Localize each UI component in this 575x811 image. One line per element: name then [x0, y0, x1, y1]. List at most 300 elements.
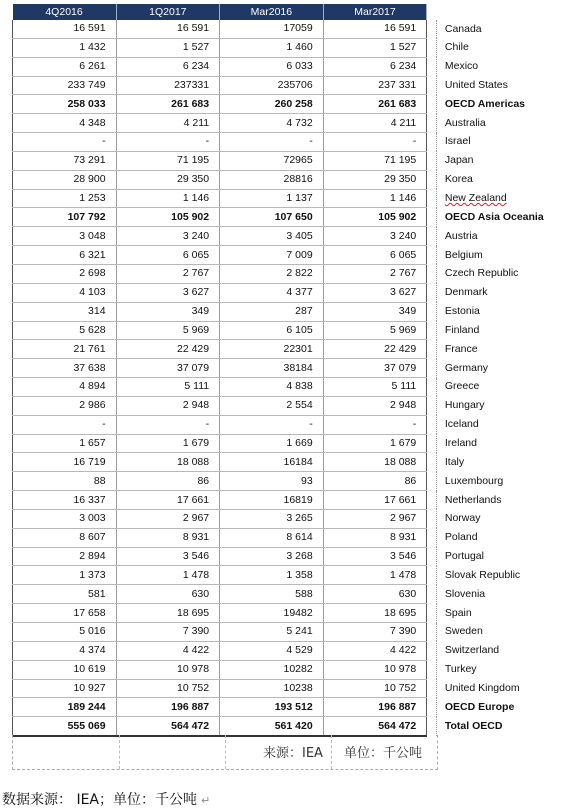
value-cell: 17059: [220, 20, 324, 38]
value-cell: 4 732: [220, 114, 324, 133]
country-name: [436, 547, 575, 566]
value-cell: 18 088: [323, 453, 427, 472]
column-gap: [427, 340, 437, 359]
table-row: [13, 283, 575, 302]
table-header-row: [13, 4, 575, 20]
country-label: Iceland: [444, 418, 479, 431]
table-row: [13, 95, 575, 114]
country-label: Switzerland: [444, 644, 500, 657]
country-label: Japan: [444, 154, 474, 167]
table-row: [13, 717, 575, 736]
country-name: [436, 340, 575, 359]
value-cell: 10 978: [323, 660, 427, 679]
value-cell: 2 986: [13, 396, 117, 415]
value-cell: 2 967: [116, 509, 220, 528]
column-gap: [427, 604, 437, 623]
value-cell: 86: [323, 472, 427, 491]
header-gap: [427, 4, 437, 20]
country-name: [436, 434, 575, 453]
column-header: 1Q2017: [116, 4, 220, 20]
value-cell: 16 591: [116, 20, 220, 38]
country-name: [436, 283, 575, 302]
country-name: [436, 660, 575, 679]
value-cell: 105 902: [323, 208, 427, 227]
column-gap: [427, 528, 437, 547]
value-cell: 4 103: [13, 283, 117, 302]
country-label: Austria: [444, 229, 478, 242]
value-cell: 2 822: [220, 264, 324, 283]
country-name: [436, 321, 575, 340]
value-cell: 10238: [220, 679, 324, 698]
value-cell: 72965: [220, 151, 324, 170]
table-row: [13, 133, 575, 152]
country-label: France: [444, 342, 478, 355]
country-name: [436, 509, 575, 528]
table-row: [13, 227, 575, 246]
country-name: [436, 227, 575, 246]
country-label: Sweden: [444, 625, 483, 638]
column-header: Mar2017: [323, 4, 427, 20]
country-label: Spain: [444, 606, 472, 619]
value-cell: 22 429: [323, 340, 427, 359]
value-cell: 29 350: [323, 170, 427, 189]
column-gap: [427, 57, 437, 76]
table-row: [13, 528, 575, 547]
country-label: Canada: [444, 22, 482, 35]
table-row: [13, 264, 575, 283]
value-cell: 10 978: [116, 660, 220, 679]
value-cell: 8 931: [323, 528, 427, 547]
column-gap: [427, 227, 437, 246]
value-cell: 6 065: [116, 246, 220, 265]
country-label: Czech Republic: [444, 267, 519, 280]
country-name: [436, 491, 575, 510]
value-cell: 4 211: [323, 114, 427, 133]
column-gap: [427, 321, 437, 340]
oil-stocks-table: [12, 4, 575, 737]
value-cell: 10 619: [13, 660, 117, 679]
value-cell: 2 767: [323, 264, 427, 283]
table-row: [13, 623, 575, 642]
country-label: OECD Europe: [444, 700, 515, 713]
country-label: Estonia: [444, 305, 480, 318]
value-cell: 16 591: [323, 20, 427, 38]
table-row: [13, 679, 575, 698]
value-cell: 2 554: [220, 396, 324, 415]
country-label: Greece: [444, 380, 480, 393]
value-cell: 1 253: [13, 189, 117, 208]
country-name: [436, 246, 575, 265]
value-cell: 1 527: [116, 38, 220, 57]
table-row: [13, 189, 575, 208]
value-cell: 260 258: [220, 95, 324, 114]
value-cell: 16 337: [13, 491, 117, 510]
country-name: [436, 264, 575, 283]
value-cell: 564 472: [116, 717, 220, 736]
value-cell: 37 638: [13, 359, 117, 378]
column-gap: [427, 660, 437, 679]
value-cell: 86: [116, 472, 220, 491]
table-row: [13, 208, 575, 227]
table-row: [13, 660, 575, 679]
country-label: Italy: [444, 455, 465, 468]
value-cell: 1 527: [323, 38, 427, 57]
value-cell: 2 894: [13, 547, 117, 566]
value-cell: -: [13, 133, 117, 152]
table-row: [13, 378, 575, 397]
country-label: Israel: [444, 135, 471, 148]
value-cell: 1 146: [116, 189, 220, 208]
table-row: [13, 396, 575, 415]
value-cell: 2 767: [116, 264, 220, 283]
column-gap: [427, 585, 437, 604]
country-name: [436, 604, 575, 623]
country-label: Australia: [444, 116, 486, 129]
country-name: [436, 95, 575, 114]
table-row: [13, 57, 575, 76]
value-cell: 88: [13, 472, 117, 491]
column-gap: [427, 623, 437, 642]
value-cell: 71 195: [116, 151, 220, 170]
value-cell: 7 390: [116, 623, 220, 642]
value-cell: -: [220, 415, 324, 434]
value-cell: 4 348: [13, 114, 117, 133]
table-source-label: 来源：IEA: [263, 746, 323, 761]
column-gap: [427, 20, 437, 38]
column-gap: [427, 170, 437, 189]
divider: [331, 735, 332, 769]
value-cell: 22 429: [116, 340, 220, 359]
column-gap: [427, 547, 437, 566]
value-cell: 1 679: [323, 434, 427, 453]
value-cell: 93: [220, 472, 324, 491]
value-cell: 1 373: [13, 566, 117, 585]
value-cell: 287: [220, 302, 324, 321]
value-cell: -: [220, 133, 324, 152]
value-cell: 2 948: [323, 396, 427, 415]
table-row: [13, 38, 575, 57]
value-cell: 4 529: [220, 641, 324, 660]
column-header: Mar2016: [220, 4, 324, 20]
country-label: Finland: [444, 323, 480, 336]
value-cell: 588: [220, 585, 324, 604]
value-cell: 258 033: [13, 95, 117, 114]
value-cell: 21 761: [13, 340, 117, 359]
value-cell: -: [116, 133, 220, 152]
value-cell: 17 658: [13, 604, 117, 623]
value-cell: 1 460: [220, 38, 324, 57]
value-cell: 5 628: [13, 321, 117, 340]
value-cell: 5 111: [323, 378, 427, 397]
country-label: Portugal: [444, 550, 484, 563]
country-label: OECD Americas: [444, 97, 526, 110]
country-label: Poland: [444, 531, 478, 544]
value-cell: 235706: [220, 76, 324, 95]
country-name: [436, 566, 575, 585]
divider: [119, 735, 120, 769]
value-cell: 4 422: [323, 641, 427, 660]
value-cell: 37 079: [116, 359, 220, 378]
country-label: Belgium: [444, 248, 483, 261]
value-cell: 314: [13, 302, 117, 321]
column-gap: [427, 133, 437, 152]
country-name: [436, 415, 575, 434]
value-cell: 6 321: [13, 246, 117, 265]
value-cell: 5 969: [116, 321, 220, 340]
value-cell: 349: [116, 302, 220, 321]
value-cell: 28816: [220, 170, 324, 189]
value-cell: 196 887: [116, 698, 220, 717]
country-label: Netherlands: [444, 493, 502, 506]
table-row: [13, 415, 575, 434]
country-name: [436, 378, 575, 397]
table-body: [13, 20, 575, 736]
table-row: [13, 585, 575, 604]
value-cell: 237331: [116, 76, 220, 95]
value-cell: 3 546: [116, 547, 220, 566]
country-name: [436, 453, 575, 472]
country-label: Korea: [444, 173, 473, 186]
column-gap: [427, 76, 437, 95]
value-cell: 18 088: [116, 453, 220, 472]
value-cell: 3 240: [323, 227, 427, 246]
value-cell: 3 003: [13, 509, 117, 528]
value-cell: 3 265: [220, 509, 324, 528]
column-gap: [427, 566, 437, 585]
value-cell: 6 234: [116, 57, 220, 76]
value-cell: -: [323, 133, 427, 152]
country-name: [436, 302, 575, 321]
country-name: [436, 396, 575, 415]
value-cell: 16 591: [13, 20, 117, 38]
value-cell: 6 234: [323, 57, 427, 76]
value-cell: 193 512: [220, 698, 324, 717]
country-name: [436, 472, 575, 491]
value-cell: 22301: [220, 340, 324, 359]
table-row: [13, 246, 575, 265]
value-cell: 3 405: [220, 227, 324, 246]
value-cell: 28 900: [13, 170, 117, 189]
table-unit-label: 单位：千公吨: [344, 746, 423, 761]
value-cell: 29 350: [116, 170, 220, 189]
value-cell: 1 358: [220, 566, 324, 585]
country-label: New Zealand: [444, 192, 507, 205]
value-cell: 1 657: [13, 434, 117, 453]
table-row: [13, 641, 575, 660]
column-gap: [427, 151, 437, 170]
country-label: Chile: [444, 41, 469, 54]
table-row: [13, 453, 575, 472]
value-cell: 233 749: [13, 76, 117, 95]
value-cell: 4 211: [116, 114, 220, 133]
table-row: [13, 604, 575, 623]
value-cell: 105 902: [116, 208, 220, 227]
table-row: [13, 340, 575, 359]
column-gap: [427, 246, 437, 265]
country-name: [436, 151, 575, 170]
value-cell: 10282: [220, 660, 324, 679]
value-cell: 16819: [220, 491, 324, 510]
value-cell: 261 683: [323, 95, 427, 114]
value-cell: 4 894: [13, 378, 117, 397]
value-cell: 17 661: [116, 491, 220, 510]
column-gap: [427, 415, 437, 434]
value-cell: 630: [116, 585, 220, 604]
value-cell: 189 244: [13, 698, 117, 717]
country-name: [436, 208, 575, 227]
column-gap: [427, 698, 437, 717]
value-cell: 630: [323, 585, 427, 604]
country-label: Luxembourg: [444, 474, 504, 487]
column-gap: [427, 717, 437, 736]
table-row: [13, 547, 575, 566]
table-row: [13, 321, 575, 340]
value-cell: 37 079: [323, 359, 427, 378]
value-cell: 4 377: [220, 283, 324, 302]
value-cell: 8 607: [13, 528, 117, 547]
value-cell: 561 420: [220, 717, 324, 736]
table-row: [13, 472, 575, 491]
country-name: [436, 641, 575, 660]
value-cell: 16184: [220, 453, 324, 472]
country-label: Slovak Republic: [444, 568, 521, 581]
value-cell: 3 627: [323, 283, 427, 302]
country-label: Mexico: [444, 60, 479, 73]
value-cell: 10 752: [323, 679, 427, 698]
table-row: [13, 491, 575, 510]
table-row: [13, 20, 575, 38]
country-label: Denmark: [444, 286, 488, 299]
country-name: [436, 698, 575, 717]
value-cell: 10 752: [116, 679, 220, 698]
table-row: [13, 170, 575, 189]
country-name: [436, 114, 575, 133]
value-cell: 581: [13, 585, 117, 604]
value-cell: 3 268: [220, 547, 324, 566]
column-gap: [427, 509, 437, 528]
value-cell: 2 967: [323, 509, 427, 528]
country-name: [436, 717, 575, 736]
value-cell: 2 698: [13, 264, 117, 283]
value-cell: 6 105: [220, 321, 324, 340]
country-name: [436, 679, 575, 698]
value-cell: 6 033: [220, 57, 324, 76]
value-cell: 7 390: [323, 623, 427, 642]
value-cell: 19482: [220, 604, 324, 623]
value-cell: 3 627: [116, 283, 220, 302]
value-cell: 2 948: [116, 396, 220, 415]
column-gap: [427, 359, 437, 378]
table-row: [13, 114, 575, 133]
value-cell: 1 679: [116, 434, 220, 453]
table-row: [13, 359, 575, 378]
value-cell: 5 016: [13, 623, 117, 642]
column-gap: [427, 453, 437, 472]
value-cell: 17 661: [323, 491, 427, 510]
value-cell: 1 432: [13, 38, 117, 57]
table-row: [13, 698, 575, 717]
country-name: [436, 585, 575, 604]
country-label: United States: [444, 78, 508, 91]
column-gap: [427, 434, 437, 453]
country-name: [436, 20, 575, 38]
table-row: [13, 566, 575, 585]
value-cell: 107 650: [220, 208, 324, 227]
paragraph-mark-icon: ↵: [201, 794, 211, 807]
value-cell: 5 241: [220, 623, 324, 642]
header-blank: [436, 4, 575, 20]
value-cell: 237 331: [323, 76, 427, 95]
column-gap: [427, 264, 437, 283]
country-name: [436, 170, 575, 189]
table-row: [13, 76, 575, 95]
column-gap: [427, 114, 437, 133]
value-cell: 10 927: [13, 679, 117, 698]
value-cell: 3 240: [116, 227, 220, 246]
column-gap: [427, 396, 437, 415]
value-cell: -: [13, 415, 117, 434]
divider: [225, 735, 226, 769]
value-cell: 71 195: [323, 151, 427, 170]
value-cell: 6 261: [13, 57, 117, 76]
value-cell: 5 969: [323, 321, 427, 340]
value-cell: 5 111: [116, 378, 220, 397]
value-cell: 349: [323, 302, 427, 321]
value-cell: 4 838: [220, 378, 324, 397]
country-label: Total OECD: [444, 719, 503, 732]
column-gap: [427, 189, 437, 208]
column-gap: [427, 283, 437, 302]
column-gap: [427, 491, 437, 510]
country-label: United Kingdom: [444, 681, 520, 694]
value-cell: 38184: [220, 359, 324, 378]
footnote: [2, 789, 210, 809]
country-name: [436, 133, 575, 152]
value-cell: 3 546: [323, 547, 427, 566]
column-gap: [427, 472, 437, 491]
value-cell: -: [116, 415, 220, 434]
value-cell: 564 472: [323, 717, 427, 736]
country-label: OECD Asia Oceania: [444, 210, 544, 223]
country-name: [436, 623, 575, 642]
value-cell: 18 695: [116, 604, 220, 623]
country-label: Hungary: [444, 399, 485, 412]
value-cell: 4 422: [116, 641, 220, 660]
value-cell: 1 478: [323, 566, 427, 585]
country-name: [436, 359, 575, 378]
column-header: 4Q2016: [13, 4, 117, 20]
value-cell: 261 683: [116, 95, 220, 114]
value-cell: 196 887: [323, 698, 427, 717]
value-cell: 4 374: [13, 641, 117, 660]
country-name: [436, 57, 575, 76]
column-gap: [427, 378, 437, 397]
value-cell: 8 614: [220, 528, 324, 547]
value-cell: 6 065: [323, 246, 427, 265]
value-cell: 8 931: [116, 528, 220, 547]
value-cell: 16 719: [13, 453, 117, 472]
footnote-text: 数据来源： IEA；单位：千公吨: [2, 792, 198, 808]
value-cell: 1 137: [220, 189, 324, 208]
country-label: Norway: [444, 512, 481, 525]
value-cell: -: [323, 415, 427, 434]
column-gap: [427, 208, 437, 227]
country-name: [436, 528, 575, 547]
country-label: Ireland: [444, 436, 477, 449]
column-gap: [427, 38, 437, 57]
column-gap: [427, 302, 437, 321]
value-cell: 73 291: [13, 151, 117, 170]
